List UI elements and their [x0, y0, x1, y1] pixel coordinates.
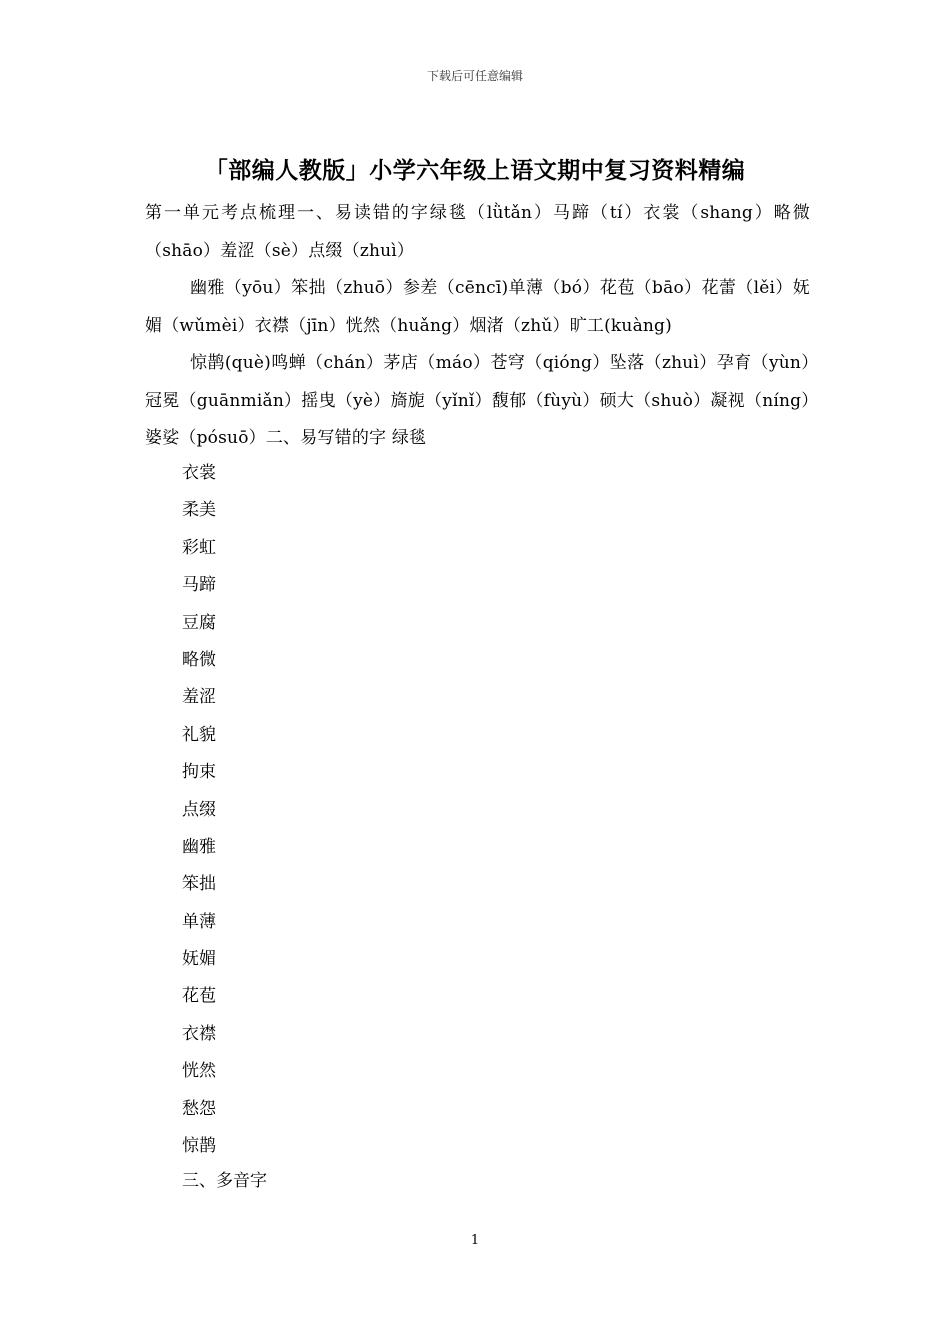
easy-to-miswrite-word-list [182, 455, 216, 1165]
list-item: 点缀 [182, 799, 216, 820]
paragraph-readings-3: 惊鹊(què)鸣蝉（chán）茅店（máo）苍穹（qióng）坠落（zhuì）孕育（yùn）冠冕（guānmiǎn）摇曳（yè）旖旎（yǐnǐ）馥郁（fùyù）硕大（shuò）凝视（níng）婆娑（pósuō）二、易写错的字 绿毯 [145, 353, 810, 448]
section-heading-polyphonic: 三、多音字 [182, 1171, 267, 1191]
list-item: 花苞 [182, 986, 216, 1007]
list-item: 单薄 [182, 911, 216, 932]
list-item: 略微 [182, 649, 216, 670]
list-item: 礼貌 [182, 724, 216, 745]
list-item: 恍然 [182, 1061, 216, 1082]
list-item: 笨拙 [182, 874, 216, 895]
document-title: 「部编人教版」小学六年级上语文期中复习资料精编 [204, 158, 746, 184]
list-item: 柔美 [182, 500, 216, 521]
page-number: 1 [470, 1233, 480, 1248]
paragraph-unit1-readings: 第一单元考点梳理一、易读错的字绿毯（lǜtǎn）马蹄（tí）衣裳（shang）略微（shāo）羞涩（sè）点缀（zhuì） [145, 203, 810, 261]
list-item: 马蹄 [182, 575, 216, 596]
list-item: 彩虹 [182, 537, 216, 558]
list-item: 衣裳 [182, 463, 216, 483]
list-item: 拘束 [182, 762, 216, 783]
page-header-note: 下载后可任意编辑 [426, 69, 523, 83]
paragraph-readings-2: 幽雅（yōu）笨拙（zhuō）参差（cēncī)单薄（bó）花苞（bāo）花蕾（lěi）妩媚（wǔmèi）衣襟（jīn）恍然（huǎng）烟渚（zhǔ）旷工(kuàng) [145, 278, 810, 336]
list-item: 豆腐 [182, 612, 216, 633]
intro-body [145, 195, 810, 458]
list-item: 衣襟 [182, 1023, 216, 1044]
list-item: 羞涩 [182, 687, 216, 708]
list-item: 愁怨 [182, 1098, 216, 1119]
list-item: 惊鹊 [182, 1136, 216, 1157]
list-item: 妩媚 [182, 949, 216, 970]
list-item: 幽雅 [182, 836, 216, 857]
